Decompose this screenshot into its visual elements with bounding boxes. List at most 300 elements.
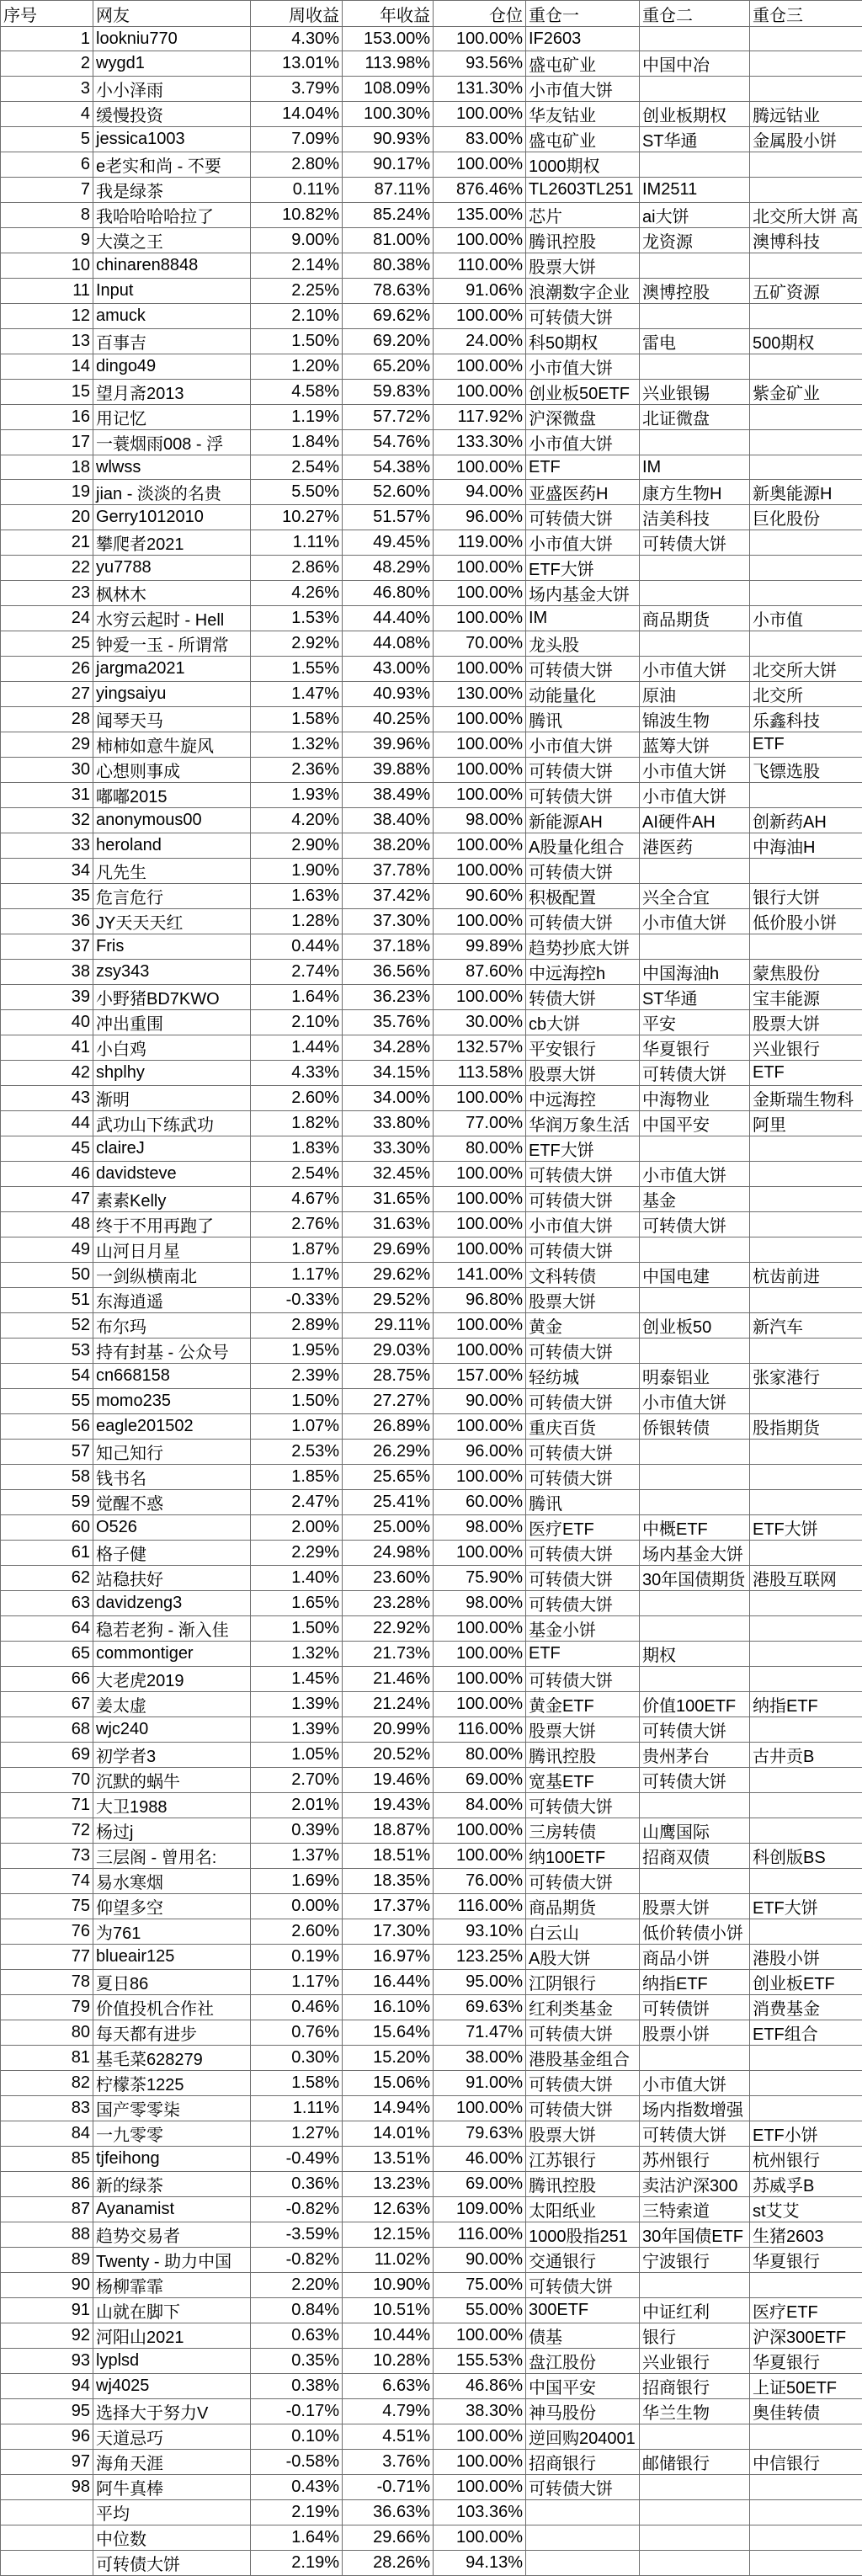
- cell-index[interactable]: 71: [1, 1793, 93, 1818]
- cell-top-holding-2[interactable]: 可转债大饼: [640, 1212, 750, 1237]
- cell-index[interactable]: 88: [1, 2222, 93, 2248]
- cell-position[interactable]: 75.00%: [434, 2273, 526, 2298]
- cell-yearly-return[interactable]: 43.00%: [343, 657, 434, 682]
- cell-top-holding-2[interactable]: 山鹰国际: [640, 1818, 750, 1844]
- cell-top-holding-3[interactable]: 股指期货: [750, 1414, 862, 1440]
- cell-top-holding-1[interactable]: 小市值大饼: [526, 354, 640, 380]
- cell-top-holding-1[interactable]: 亚盛医药H: [526, 480, 640, 505]
- cell-position[interactable]: 100.00%: [434, 758, 526, 783]
- cell-top-holding-1[interactable]: 腾讯控股: [526, 228, 640, 253]
- cell-index[interactable]: 21: [1, 530, 93, 556]
- cell-username[interactable]: 易水寒烟: [93, 1869, 251, 1894]
- cell-index[interactable]: 38: [1, 960, 93, 985]
- cell-yearly-return[interactable]: 12.63%: [343, 2197, 434, 2222]
- cell-top-holding-2[interactable]: 价值100ETF: [640, 1692, 750, 1717]
- cell-position[interactable]: 69.00%: [434, 1768, 526, 1793]
- cell-top-holding-3[interactable]: [750, 253, 862, 279]
- cell-index[interactable]: 50: [1, 1263, 93, 1288]
- cell-top-holding-3[interactable]: [750, 2046, 862, 2071]
- cell-top-holding-3[interactable]: 奥佳转债: [750, 2399, 862, 2424]
- cell-yearly-return[interactable]: 13.23%: [343, 2172, 434, 2197]
- cell-position[interactable]: 100.00%: [434, 909, 526, 934]
- cell-weekly-return[interactable]: 2.60%: [251, 1086, 343, 1111]
- cell-yearly-return[interactable]: 16.10%: [343, 1995, 434, 2020]
- cell-top-holding-3[interactable]: 上证50ETF: [750, 2374, 862, 2399]
- cell-username[interactable]: 我哈哈哈哈拉了: [93, 203, 251, 228]
- cell-top-holding-2[interactable]: 30年国债期货: [640, 1566, 750, 1591]
- cell-weekly-return[interactable]: 2.39%: [251, 1364, 343, 1389]
- cell-yearly-return[interactable]: 35.76%: [343, 1010, 434, 1035]
- cell-yearly-return[interactable]: 36.23%: [343, 985, 434, 1010]
- cell-top-holding-3[interactable]: 港股小饼: [750, 1945, 862, 1970]
- cell-top-holding-1[interactable]: 股票大饼: [526, 1288, 640, 1313]
- cell-username[interactable]: 缓慢投资: [93, 102, 251, 127]
- cell-top-holding-1[interactable]: 小市值大饼: [526, 430, 640, 455]
- column-header-weekly-return[interactable]: 周收益: [251, 1, 343, 27]
- cell-top-holding-1[interactable]: 可转债大饼: [526, 304, 640, 329]
- cell-top-holding-2[interactable]: 兴业银行: [640, 2349, 750, 2374]
- cell-top-holding-3[interactable]: 500期权: [750, 329, 862, 354]
- cell-top-holding-1[interactable]: 腾讯: [526, 1490, 640, 1515]
- cell-username[interactable]: 东海逍遥: [93, 1288, 251, 1313]
- cell-top-holding-3[interactable]: [750, 1667, 862, 1692]
- cell-top-holding-2[interactable]: ai大饼: [640, 203, 750, 228]
- cell-index[interactable]: 30: [1, 758, 93, 783]
- cell-position[interactable]: 91.06%: [434, 279, 526, 304]
- cell-yearly-return[interactable]: 36.63%: [343, 2500, 434, 2525]
- cell-yearly-return[interactable]: 28.75%: [343, 1364, 434, 1389]
- cell-top-holding-3[interactable]: [750, 77, 862, 102]
- cell-username[interactable]: jessica1003: [93, 127, 251, 152]
- cell-top-holding-3[interactable]: 生猪2603: [750, 2222, 862, 2248]
- cell-weekly-return[interactable]: 2.74%: [251, 960, 343, 985]
- cell-yearly-return[interactable]: 12.15%: [343, 2222, 434, 2248]
- cell-username[interactable]: 枫林木: [93, 581, 251, 606]
- cell-top-holding-2[interactable]: [640, 2424, 750, 2450]
- cell-top-holding-1[interactable]: 招商银行: [526, 2450, 640, 2475]
- cell-weekly-return[interactable]: 1.05%: [251, 1743, 343, 1768]
- cell-top-holding-1[interactable]: 债基: [526, 2323, 640, 2349]
- cell-position[interactable]: 38.00%: [434, 2046, 526, 2071]
- cell-weekly-return[interactable]: 2.36%: [251, 758, 343, 783]
- cell-index[interactable]: 90: [1, 2273, 93, 2298]
- cell-username[interactable]: jian - 淡淡的名贵: [93, 480, 251, 505]
- cell-position[interactable]: 90.00%: [434, 1389, 526, 1414]
- cell-yearly-return[interactable]: 15.64%: [343, 2020, 434, 2046]
- cell-top-holding-1[interactable]: 可转债大饼: [526, 909, 640, 934]
- cell-weekly-return[interactable]: 2.10%: [251, 1010, 343, 1035]
- cell-position[interactable]: 55.00%: [434, 2298, 526, 2323]
- cell-index[interactable]: 41: [1, 1035, 93, 1061]
- cell-top-holding-2[interactable]: [640, 304, 750, 329]
- cell-top-holding-2[interactable]: [640, 253, 750, 279]
- cell-top-holding-1[interactable]: A股大饼: [526, 1945, 640, 1970]
- cell-index[interactable]: 84: [1, 2121, 93, 2147]
- cell-top-holding-3[interactable]: [750, 354, 862, 380]
- cell-yearly-return[interactable]: 48.29%: [343, 556, 434, 581]
- cell-position[interactable]: 100.00%: [434, 455, 526, 480]
- cell-top-holding-2[interactable]: [640, 430, 750, 455]
- cell-yearly-return[interactable]: 21.24%: [343, 1692, 434, 1717]
- cell-position[interactable]: 123.25%: [434, 1945, 526, 1970]
- cell-top-holding-2[interactable]: 中证红利: [640, 2298, 750, 2323]
- cell-top-holding-3[interactable]: 银行大饼: [750, 884, 862, 909]
- cell-yearly-return[interactable]: 16.44%: [343, 1970, 434, 1995]
- cell-yearly-return[interactable]: 22.92%: [343, 1616, 434, 1642]
- cell-yearly-return[interactable]: 23.60%: [343, 1566, 434, 1591]
- cell-position[interactable]: 93.56%: [434, 51, 526, 77]
- cell-top-holding-3[interactable]: [750, 1616, 862, 1642]
- cell-index[interactable]: 26: [1, 657, 93, 682]
- cell-top-holding-3[interactable]: 乐鑫科技: [750, 707, 862, 732]
- cell-position[interactable]: 60.00%: [434, 1490, 526, 1515]
- cell-username[interactable]: 小白鸡: [93, 1035, 251, 1061]
- cell-username[interactable]: 柠檬茶1225: [93, 2071, 251, 2096]
- cell-top-holding-2[interactable]: 招商银行: [640, 2374, 750, 2399]
- cell-top-holding-3[interactable]: [750, 1187, 862, 1212]
- cell-yearly-return[interactable]: 29.52%: [343, 1288, 434, 1313]
- cell-top-holding-1[interactable]: 可转债大饼: [526, 1566, 640, 1591]
- cell-index[interactable]: 83: [1, 2096, 93, 2121]
- cell-weekly-return[interactable]: 2.14%: [251, 253, 343, 279]
- cell-weekly-return[interactable]: 1.58%: [251, 2071, 343, 2096]
- cell-top-holding-3[interactable]: [750, 581, 862, 606]
- cell-username[interactable]: 海角天涯: [93, 2450, 251, 2475]
- cell-username[interactable]: 水穷云起时 - Hell: [93, 606, 251, 631]
- cell-top-holding-2[interactable]: [640, 2046, 750, 2071]
- cell-index[interactable]: 91: [1, 2298, 93, 2323]
- cell-top-holding-1[interactable]: 华友钴业: [526, 102, 640, 127]
- cell-top-holding-1[interactable]: [526, 2500, 640, 2525]
- cell-index[interactable]: 12: [1, 304, 93, 329]
- cell-position[interactable]: 38.30%: [434, 2399, 526, 2424]
- cell-weekly-return[interactable]: 1.85%: [251, 1465, 343, 1490]
- cell-yearly-return[interactable]: 54.38%: [343, 455, 434, 480]
- cell-top-holding-3[interactable]: 北交所大饼 高: [750, 203, 862, 228]
- cell-index[interactable]: 95: [1, 2399, 93, 2424]
- cell-top-holding-2[interactable]: AI硬件AH: [640, 808, 750, 833]
- cell-username[interactable]: lyplsd: [93, 2349, 251, 2374]
- cell-yearly-return[interactable]: 69.62%: [343, 304, 434, 329]
- cell-weekly-return[interactable]: 0.43%: [251, 2475, 343, 2500]
- cell-yearly-return[interactable]: 20.99%: [343, 1717, 434, 1743]
- cell-index[interactable]: 15: [1, 380, 93, 405]
- cell-username[interactable]: 钱书名: [93, 1465, 251, 1490]
- cell-top-holding-2[interactable]: 纳指ETF: [640, 1970, 750, 1995]
- cell-weekly-return[interactable]: 1.53%: [251, 606, 343, 631]
- cell-top-holding-2[interactable]: 可转债大饼: [640, 530, 750, 556]
- cell-weekly-return[interactable]: 2.54%: [251, 1162, 343, 1187]
- cell-position[interactable]: 70.00%: [434, 631, 526, 657]
- cell-top-holding-2[interactable]: [640, 1616, 750, 1642]
- cell-top-holding-2[interactable]: [640, 1440, 750, 1465]
- cell-index[interactable]: 3: [1, 77, 93, 102]
- cell-top-holding-1[interactable]: 可转债大饼: [526, 2273, 640, 2298]
- cell-top-holding-2[interactable]: 锦波生物: [640, 707, 750, 732]
- cell-index[interactable]: 31: [1, 783, 93, 808]
- cell-index[interactable]: 16: [1, 405, 93, 430]
- cell-username[interactable]: dingo49: [93, 354, 251, 380]
- cell-top-holding-2[interactable]: 宁波银行: [640, 2248, 750, 2273]
- cell-index[interactable]: 72: [1, 1818, 93, 1844]
- cell-yearly-return[interactable]: 34.00%: [343, 1086, 434, 1111]
- cell-top-holding-2[interactable]: 低价转债小饼: [640, 1919, 750, 1945]
- cell-top-holding-1[interactable]: ETF: [526, 455, 640, 480]
- cell-top-holding-2[interactable]: 可转债大饼: [640, 1717, 750, 1743]
- cell-top-holding-1[interactable]: 可转债大饼: [526, 1237, 640, 1263]
- cell-top-holding-3[interactable]: [750, 2424, 862, 2450]
- cell-top-holding-2[interactable]: [640, 1237, 750, 1263]
- cell-weekly-return[interactable]: 1.90%: [251, 859, 343, 884]
- cell-weekly-return[interactable]: 10.27%: [251, 505, 343, 530]
- cell-index[interactable]: 69: [1, 1743, 93, 1768]
- cell-yearly-return[interactable]: 80.38%: [343, 253, 434, 279]
- cell-username[interactable]: zsy343: [93, 960, 251, 985]
- cell-weekly-return[interactable]: -0.49%: [251, 2147, 343, 2172]
- cell-position[interactable]: 100.00%: [434, 859, 526, 884]
- cell-weekly-return[interactable]: 2.90%: [251, 833, 343, 859]
- cell-position[interactable]: 100.00%: [434, 380, 526, 405]
- cell-weekly-return[interactable]: 1.93%: [251, 783, 343, 808]
- cell-username[interactable]: 河阳山2021: [93, 2323, 251, 2349]
- cell-yearly-return[interactable]: 4.51%: [343, 2424, 434, 2450]
- cell-weekly-return[interactable]: 0.19%: [251, 1945, 343, 1970]
- cell-index[interactable]: 32: [1, 808, 93, 833]
- cell-index[interactable]: 58: [1, 1465, 93, 1490]
- cell-position[interactable]: 100.00%: [434, 1667, 526, 1692]
- cell-index[interactable]: [1, 2551, 93, 2576]
- cell-index[interactable]: 45: [1, 1136, 93, 1162]
- cell-top-holding-3[interactable]: 医疗ETF: [750, 2298, 862, 2323]
- cell-yearly-return[interactable]: 13.51%: [343, 2147, 434, 2172]
- cell-yearly-return[interactable]: 28.26%: [343, 2551, 434, 2576]
- cell-weekly-return[interactable]: 0.35%: [251, 2349, 343, 2374]
- cell-index[interactable]: 39: [1, 985, 93, 1010]
- cell-position[interactable]: 100.00%: [434, 2450, 526, 2475]
- cell-top-holding-1[interactable]: 300ETF: [526, 2298, 640, 2323]
- cell-username[interactable]: 初学者3: [93, 1743, 251, 1768]
- cell-index[interactable]: 93: [1, 2349, 93, 2374]
- cell-weekly-return[interactable]: -0.82%: [251, 2197, 343, 2222]
- cell-index[interactable]: 97: [1, 2450, 93, 2475]
- cell-top-holding-1[interactable]: 华润万象生活: [526, 1111, 640, 1136]
- cell-top-holding-1[interactable]: cb大饼: [526, 1010, 640, 1035]
- cell-index[interactable]: 44: [1, 1111, 93, 1136]
- cell-top-holding-2[interactable]: 招商双债: [640, 1844, 750, 1869]
- cell-position[interactable]: 103.36%: [434, 2500, 526, 2525]
- cell-username[interactable]: lookniu770: [93, 27, 251, 51]
- cell-top-holding-1[interactable]: 医疗ETF: [526, 1515, 640, 1541]
- cell-yearly-return[interactable]: 90.17%: [343, 152, 434, 178]
- cell-top-holding-2[interactable]: 中海物业: [640, 1086, 750, 1111]
- cell-top-holding-2[interactable]: 期权: [640, 1642, 750, 1667]
- cell-top-holding-2[interactable]: [640, 631, 750, 657]
- cell-index[interactable]: 62: [1, 1566, 93, 1591]
- cell-username[interactable]: 钟爱一玉 - 所谓常: [93, 631, 251, 657]
- cell-index[interactable]: 63: [1, 1591, 93, 1616]
- cell-top-holding-2[interactable]: [640, 1136, 750, 1162]
- cell-top-holding-1[interactable]: IM: [526, 606, 640, 631]
- cell-username[interactable]: 稳若老狗 - 渐入佳: [93, 1616, 251, 1642]
- cell-top-holding-1[interactable]: 1000期权: [526, 152, 640, 178]
- cell-index[interactable]: 74: [1, 1869, 93, 1894]
- cell-weekly-return[interactable]: 2.19%: [251, 2551, 343, 2576]
- cell-position[interactable]: 100.00%: [434, 152, 526, 178]
- cell-weekly-return[interactable]: 4.67%: [251, 1187, 343, 1212]
- cell-username[interactable]: 百事吉: [93, 329, 251, 354]
- cell-top-holding-2[interactable]: 中国电建: [640, 1263, 750, 1288]
- cell-top-holding-2[interactable]: 股票小饼: [640, 2020, 750, 2046]
- cell-yearly-return[interactable]: 29.11%: [343, 1313, 434, 1339]
- cell-top-holding-1[interactable]: 盛屯矿业: [526, 127, 640, 152]
- cell-top-holding-2[interactable]: 商品期货: [640, 606, 750, 631]
- cell-weekly-return[interactable]: 4.58%: [251, 380, 343, 405]
- cell-top-holding-3[interactable]: 杭州银行: [750, 2147, 862, 2172]
- cell-position[interactable]: 100.00%: [434, 102, 526, 127]
- cell-top-holding-1[interactable]: 小市值大饼: [526, 530, 640, 556]
- cell-top-holding-2[interactable]: 中概ETF: [640, 1515, 750, 1541]
- cell-top-holding-1[interactable]: 股票大饼: [526, 1717, 640, 1743]
- cell-top-holding-1[interactable]: IF2603: [526, 27, 640, 51]
- cell-position[interactable]: 100.00%: [434, 354, 526, 380]
- cell-yearly-return[interactable]: 33.30%: [343, 1136, 434, 1162]
- cell-top-holding-3[interactable]: 小市值: [750, 606, 862, 631]
- cell-position[interactable]: 132.57%: [434, 1035, 526, 1061]
- cell-top-holding-3[interactable]: [750, 2525, 862, 2551]
- cell-top-holding-1[interactable]: 江阴银行: [526, 1970, 640, 1995]
- column-header-index[interactable]: 序号: [1, 1, 93, 27]
- cell-index[interactable]: 86: [1, 2172, 93, 2197]
- cell-username[interactable]: momo235: [93, 1389, 251, 1414]
- cell-top-holding-2[interactable]: [640, 1339, 750, 1364]
- cell-position[interactable]: 24.00%: [434, 329, 526, 354]
- cell-index[interactable]: 24: [1, 606, 93, 631]
- cell-weekly-return[interactable]: 2.01%: [251, 1793, 343, 1818]
- cell-weekly-return[interactable]: -3.59%: [251, 2222, 343, 2248]
- cell-weekly-return[interactable]: 1.87%: [251, 1237, 343, 1263]
- cell-position[interactable]: 100.00%: [434, 2525, 526, 2551]
- cell-top-holding-1[interactable]: ETF: [526, 1642, 640, 1667]
- cell-username[interactable]: yu7788: [93, 556, 251, 581]
- cell-top-holding-1[interactable]: 中国平安: [526, 2374, 640, 2399]
- cell-position[interactable]: 100.00%: [434, 1818, 526, 1844]
- cell-username[interactable]: 冲出重围: [93, 1010, 251, 1035]
- cell-position[interactable]: 157.00%: [434, 1364, 526, 1389]
- cell-top-holding-2[interactable]: [640, 2273, 750, 2298]
- cell-yearly-return[interactable]: 10.51%: [343, 2298, 434, 2323]
- cell-position[interactable]: 113.58%: [434, 1061, 526, 1086]
- cell-top-holding-3[interactable]: 飞镖选股: [750, 758, 862, 783]
- cell-top-holding-1[interactable]: TL2603TL251: [526, 178, 640, 203]
- cell-username[interactable]: Fris: [93, 934, 251, 960]
- cell-top-holding-1[interactable]: ETF大饼: [526, 556, 640, 581]
- cell-yearly-return[interactable]: 19.46%: [343, 1768, 434, 1793]
- cell-top-holding-2[interactable]: 洁美科技: [640, 505, 750, 530]
- cell-username[interactable]: 山河日月星: [93, 1237, 251, 1263]
- cell-username[interactable]: 格子健: [93, 1541, 251, 1566]
- cell-top-holding-1[interactable]: 商品期货: [526, 1894, 640, 1919]
- cell-yearly-return[interactable]: 65.20%: [343, 354, 434, 380]
- cell-top-holding-3[interactable]: 低价股小饼: [750, 909, 862, 934]
- cell-yearly-return[interactable]: 59.83%: [343, 380, 434, 405]
- cell-top-holding-2[interactable]: 中国海油h: [640, 960, 750, 985]
- cell-weekly-return[interactable]: 1.39%: [251, 1692, 343, 1717]
- cell-top-holding-2[interactable]: 澳博控股: [640, 279, 750, 304]
- cell-top-holding-3[interactable]: 中信银行: [750, 2450, 862, 2475]
- cell-top-holding-2[interactable]: [640, 1465, 750, 1490]
- cell-top-holding-1[interactable]: 趋势抄底大饼: [526, 934, 640, 960]
- cell-username[interactable]: tjfeihong: [93, 2147, 251, 2172]
- cell-top-holding-3[interactable]: ETF: [750, 1061, 862, 1086]
- cell-position[interactable]: 100.00%: [434, 2096, 526, 2121]
- cell-username[interactable]: 渐明: [93, 1086, 251, 1111]
- cell-top-holding-2[interactable]: [640, 581, 750, 606]
- cell-index[interactable]: 28: [1, 707, 93, 732]
- cell-top-holding-3[interactable]: [750, 1389, 862, 1414]
- cell-top-holding-3[interactable]: [750, 934, 862, 960]
- cell-index[interactable]: 46: [1, 1162, 93, 1187]
- cell-username[interactable]: commontiger: [93, 1642, 251, 1667]
- cell-username[interactable]: JY天天天红: [93, 909, 251, 934]
- cell-index[interactable]: 51: [1, 1288, 93, 1313]
- cell-top-holding-2[interactable]: [640, 1288, 750, 1313]
- cell-index[interactable]: 13: [1, 329, 93, 354]
- cell-username[interactable]: wjc240: [93, 1717, 251, 1743]
- cell-top-holding-1[interactable]: 基金小饼: [526, 1616, 640, 1642]
- cell-top-holding-2[interactable]: 贵州茅台: [640, 1743, 750, 1768]
- cell-weekly-return[interactable]: 9.00%: [251, 228, 343, 253]
- cell-top-holding-2[interactable]: [640, 1490, 750, 1515]
- cell-position[interactable]: 100.00%: [434, 1187, 526, 1212]
- cell-top-holding-3[interactable]: 股票大饼: [750, 1010, 862, 1035]
- cell-top-holding-1[interactable]: [526, 2525, 640, 2551]
- cell-username[interactable]: jargma2021: [93, 657, 251, 682]
- cell-top-holding-2[interactable]: 可转债饼: [640, 1995, 750, 2020]
- cell-username[interactable]: 觉醒不惑: [93, 1490, 251, 1515]
- cell-index[interactable]: 67: [1, 1692, 93, 1717]
- cell-top-holding-3[interactable]: 北交所大饼: [750, 657, 862, 682]
- cell-position[interactable]: 141.00%: [434, 1263, 526, 1288]
- cell-index[interactable]: 48: [1, 1212, 93, 1237]
- cell-username[interactable]: shplhy: [93, 1061, 251, 1086]
- cell-top-holding-1[interactable]: 1000股指251: [526, 2222, 640, 2248]
- cell-position[interactable]: 133.30%: [434, 430, 526, 455]
- cell-yearly-return[interactable]: 25.00%: [343, 1515, 434, 1541]
- cell-top-holding-1[interactable]: 平安银行: [526, 1035, 640, 1061]
- cell-top-holding-3[interactable]: [750, 1717, 862, 1743]
- cell-position[interactable]: 100.00%: [434, 2475, 526, 2500]
- cell-top-holding-1[interactable]: 可转债大饼: [526, 758, 640, 783]
- cell-top-holding-3[interactable]: 新汽车: [750, 1313, 862, 1339]
- cell-top-holding-2[interactable]: 雷电: [640, 329, 750, 354]
- cell-top-holding-3[interactable]: 沪深300ETF: [750, 2323, 862, 2349]
- cell-weekly-return[interactable]: 2.60%: [251, 1919, 343, 1945]
- cell-weekly-return[interactable]: -0.17%: [251, 2399, 343, 2424]
- cell-username[interactable]: 持有封基 - 公众号: [93, 1339, 251, 1364]
- cell-yearly-return[interactable]: 37.78%: [343, 859, 434, 884]
- cell-yearly-return[interactable]: 32.45%: [343, 1162, 434, 1187]
- cell-top-holding-3[interactable]: ETF小饼: [750, 2121, 862, 2147]
- column-header-top-holding-1[interactable]: 重仓一: [526, 1, 640, 27]
- column-header-position[interactable]: 仓位: [434, 1, 526, 27]
- cell-weekly-return[interactable]: 1.55%: [251, 657, 343, 682]
- cell-yearly-return[interactable]: 16.97%: [343, 1945, 434, 1970]
- cell-yearly-return[interactable]: 29.62%: [343, 1263, 434, 1288]
- cell-position[interactable]: 100.00%: [434, 228, 526, 253]
- cell-position[interactable]: 100.00%: [434, 1086, 526, 1111]
- cell-position[interactable]: 80.00%: [434, 1743, 526, 1768]
- cell-weekly-return[interactable]: 1.28%: [251, 909, 343, 934]
